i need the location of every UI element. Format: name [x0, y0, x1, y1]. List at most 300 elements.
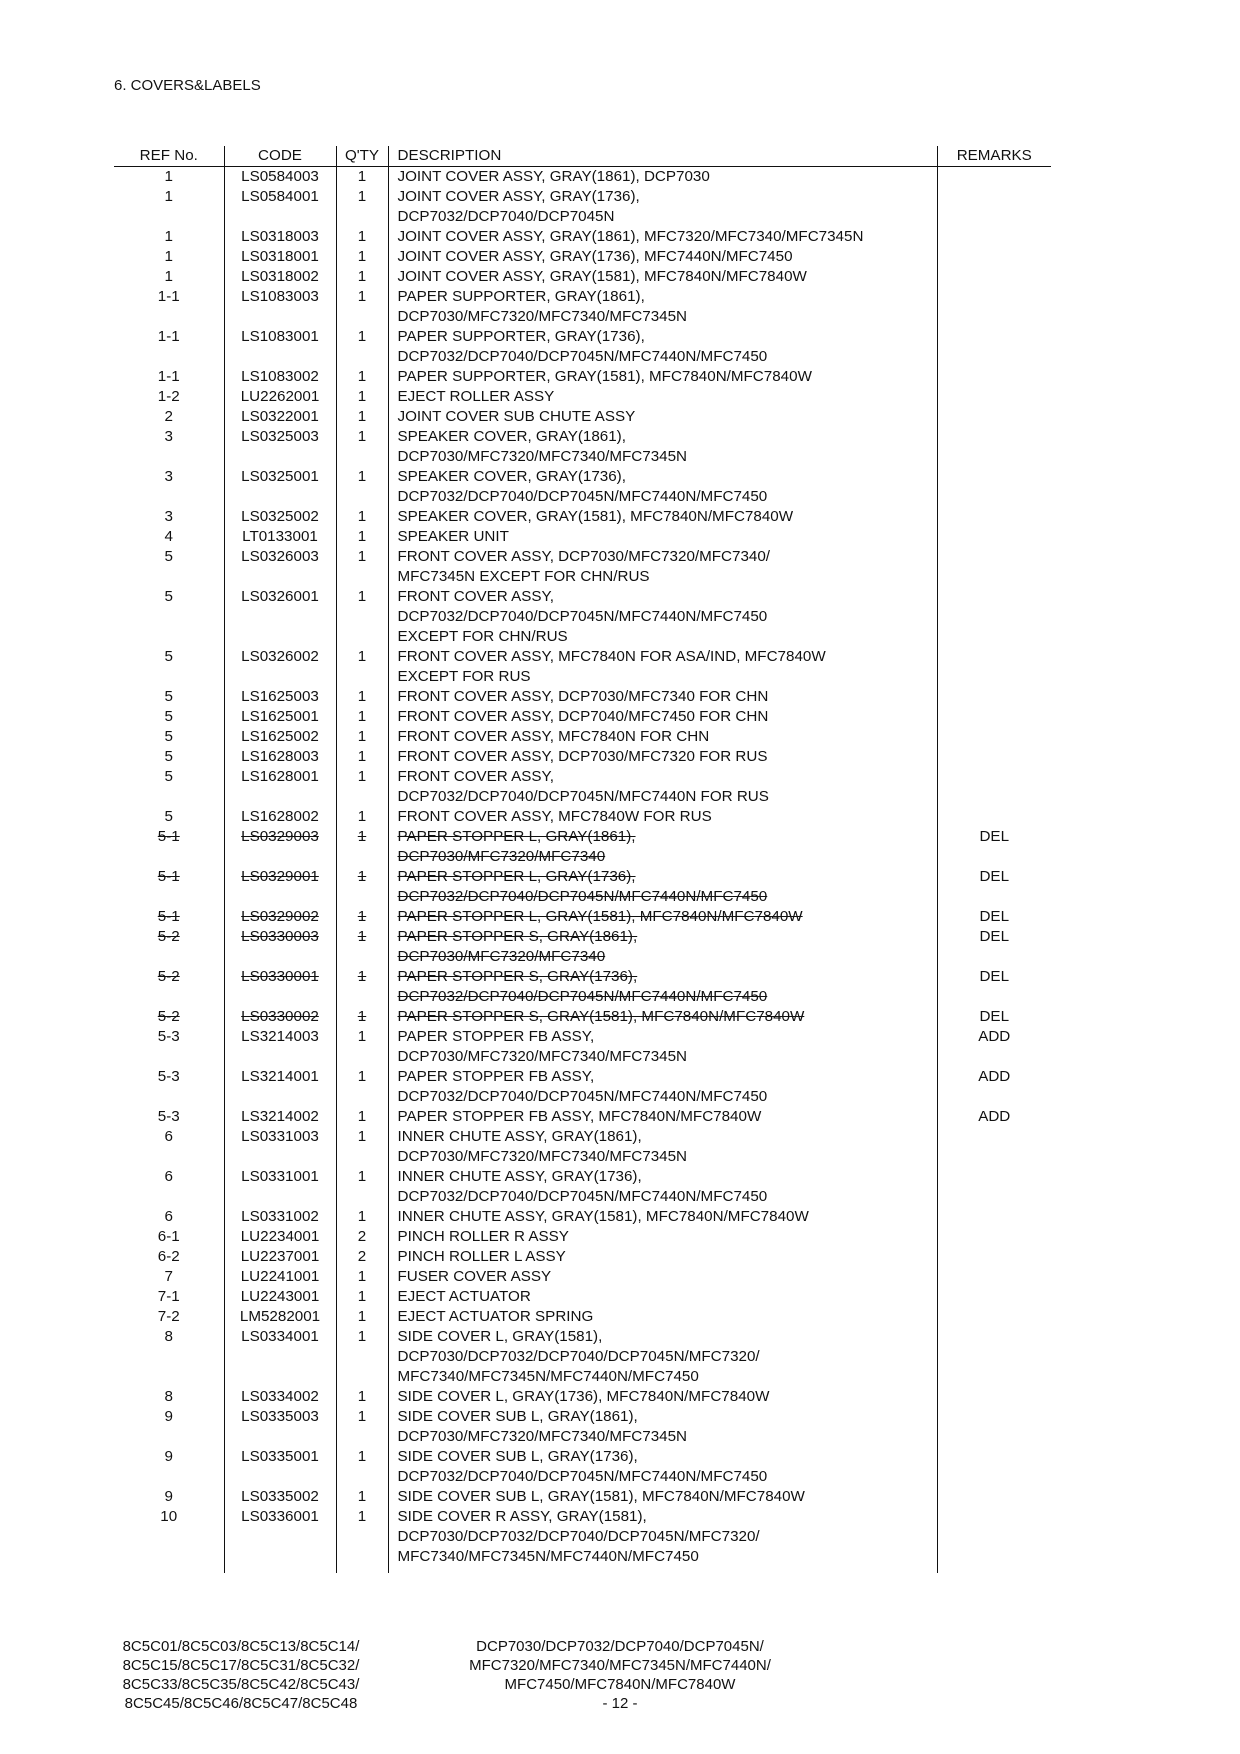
code-cell: [224, 867, 336, 907]
quantity: 1: [357, 768, 367, 785]
quantity: 1: [357, 468, 367, 485]
parts-table: [114, 146, 1051, 1573]
description-line: PAPER STOPPER S, GRAY(1861),: [397, 928, 638, 945]
description-cell: [388, 1207, 937, 1227]
description-line: PAPER STOPPER S, GRAY(1581), MFC7840N/MFC7840W: [397, 1008, 805, 1025]
padding-cell: [114, 1567, 224, 1573]
quantity: 1: [357, 728, 367, 745]
table-padding-row: [114, 1567, 1051, 1573]
table-row: [114, 327, 1051, 367]
ref-no-cell: [114, 187, 224, 227]
qty-cell: [336, 1227, 388, 1247]
description-line: SIDE COVER L, GRAY(1581),: [397, 1328, 603, 1345]
ref-no: 5: [164, 748, 173, 765]
description-cell: [388, 1107, 937, 1127]
remarks-cell: [937, 767, 1051, 807]
table-row: [114, 1207, 1051, 1227]
part-code: LS0330001: [241, 968, 319, 985]
ref-no-cell: [114, 427, 224, 467]
description-line: EJECT ACTUATOR SPRING: [397, 1308, 594, 1325]
ref-no: 5-2: [157, 1008, 180, 1025]
quantity: 1: [357, 748, 367, 765]
description-line: JOINT COVER ASSY, GRAY(1861), MFC7320/MFC7340/MFC7345N: [397, 228, 864, 245]
description-cell: [388, 687, 937, 707]
qty-cell: [336, 1207, 388, 1227]
description-line: JOINT COVER ASSY, GRAY(1736), MFC7440N/MFC7450: [397, 248, 793, 265]
ref-no-cell: [114, 367, 224, 387]
ref-no: 1: [164, 228, 173, 245]
parts-table-body: [114, 167, 1051, 1574]
description-line: JOINT COVER ASSY, GRAY(1736),: [397, 188, 640, 205]
description-line: SIDE COVER R ASSY, GRAY(1581),: [397, 1508, 647, 1525]
description-line: SPEAKER COVER, GRAY(1581), MFC7840N/MFC7840W: [397, 508, 794, 525]
qty-cell: [336, 1507, 388, 1567]
remarks-cell: [937, 1307, 1051, 1327]
remarks-cell: [937, 1207, 1051, 1227]
ref-no-cell: [114, 1307, 224, 1327]
part-code: LS1083001: [241, 328, 319, 345]
description-cell: [388, 427, 937, 467]
remarks-cell: [937, 507, 1051, 527]
remarks: DEL: [979, 928, 1010, 945]
padding-cell: [388, 1567, 937, 1573]
description-line: INNER CHUTE ASSY, GRAY(1581), MFC7840N/MFC7840W: [397, 1208, 809, 1225]
description-line: DCP7032/DCP7040/DCP7045N/MFC7440N/MFC7450: [397, 888, 768, 905]
description-line: PAPER SUPPORTER, GRAY(1861),: [397, 288, 645, 305]
ref-no-cell: [114, 707, 224, 727]
description-line: DCP7032/DCP7040/DCP7045N/MFC7440N/MFC7450: [397, 1188, 768, 1205]
ref-no: 8: [164, 1388, 173, 1405]
ref-no-cell: [114, 467, 224, 507]
ref-no: 5: [164, 808, 173, 825]
qty-cell: [336, 927, 388, 967]
table-row: [114, 167, 1051, 188]
description-cell: [388, 187, 937, 227]
remarks: DEL: [979, 968, 1010, 985]
quantity: 1: [357, 228, 367, 245]
ref-no-cell: [114, 967, 224, 1007]
ref-no-cell: [114, 747, 224, 767]
remarks: ADD: [978, 1028, 1011, 1045]
description-line: MFC7340/MFC7345N/MFC7440N/MFC7450: [397, 1368, 699, 1385]
qty-cell: [336, 807, 388, 827]
description-line: FRONT COVER ASSY, DCP7030/MFC7340 FOR CHN: [397, 688, 769, 705]
part-code: LS0331003: [241, 1128, 319, 1145]
remarks-cell: [937, 1007, 1051, 1027]
qty-cell: [336, 1127, 388, 1167]
part-code: LS1625003: [241, 688, 319, 705]
code-cell: [224, 387, 336, 407]
table-row: [114, 687, 1051, 707]
part-code: LS0326003: [241, 548, 319, 565]
ref-no-cell: [114, 407, 224, 427]
footer-line: 8C5C01/8C5C03/8C5C13/8C5C14/: [122, 1638, 360, 1655]
table-row: [114, 1067, 1051, 1107]
code-cell: [224, 187, 336, 227]
ref-no-cell: [114, 1107, 224, 1127]
ref-no: 6: [164, 1208, 173, 1225]
description-line: DCP7032/DCP7040/DCP7045N/MFC7440N/MFC7450: [397, 1088, 768, 1105]
code-cell: [224, 1027, 336, 1067]
description-line: PAPER STOPPER L, GRAY(1736),: [397, 868, 636, 885]
quantity: 1: [357, 648, 367, 665]
table-row: [114, 547, 1051, 587]
qty-cell: [336, 1067, 388, 1107]
table-row: [114, 767, 1051, 807]
quantity: 1: [357, 1388, 367, 1405]
description-line: FRONT COVER ASSY, DCP7030/MFC7320/MFC7340/: [397, 548, 771, 565]
ref-no: 3: [164, 428, 173, 445]
footer-line: 8C5C15/8C5C17/8C5C31/8C5C32/: [122, 1657, 360, 1674]
description-cell: [388, 747, 937, 767]
ref-no: 5-1: [157, 828, 180, 845]
description-cell: [388, 327, 937, 367]
ref-no-cell: [114, 927, 224, 967]
description-cell: [388, 827, 937, 867]
remarks-cell: [937, 1287, 1051, 1307]
ref-no: 5: [164, 708, 173, 725]
remarks-cell: [937, 1027, 1051, 1067]
description-line: SPEAKER UNIT: [397, 528, 509, 545]
qty-cell: [336, 1247, 388, 1267]
description-line: DCP7032/DCP7040/DCP7045N/MFC7440N/MFC7450: [397, 348, 768, 365]
ref-no: 3: [164, 468, 173, 485]
code-cell: [224, 467, 336, 507]
code-cell: [224, 1507, 336, 1567]
table-row: [114, 647, 1051, 687]
ref-no-cell: [114, 1007, 224, 1027]
part-code: LS0326001: [241, 588, 319, 605]
description-cell: [388, 1327, 937, 1387]
ref-no: 5-2: [157, 968, 180, 985]
code-cell: [224, 1487, 336, 1507]
remarks: DEL: [979, 908, 1010, 925]
remarks-cell: [937, 1107, 1051, 1127]
description-line: INNER CHUTE ASSY, GRAY(1861),: [397, 1128, 642, 1145]
part-code: LU2241001: [240, 1268, 320, 1285]
part-code: LS1625001: [241, 708, 319, 725]
qty-cell: [336, 507, 388, 527]
description-cell: [388, 1067, 937, 1107]
quantity: 1: [357, 1108, 367, 1125]
table-row: [114, 1287, 1051, 1307]
footer-line: MFC7320/MFC7340/MFC7345N/MFC7440N/: [469, 1657, 771, 1674]
qty-cell: [336, 1007, 388, 1027]
ref-no-cell: [114, 827, 224, 867]
code-cell: [224, 1447, 336, 1487]
ref-no-cell: [114, 1207, 224, 1227]
part-code: LU2243001: [240, 1288, 320, 1305]
code-cell: [224, 547, 336, 587]
ref-no: 5: [164, 648, 173, 665]
table-row: [114, 1327, 1051, 1387]
description-line: PINCH ROLLER R ASSY: [397, 1228, 569, 1245]
remarks-cell: [937, 1507, 1051, 1567]
qty-cell: [336, 547, 388, 587]
footer-line: 8C5C45/8C5C46/8C5C47/8C5C48: [124, 1695, 358, 1712]
quantity: 1: [357, 928, 367, 945]
part-code: LU2234001: [240, 1228, 320, 1245]
remarks-cell: [937, 827, 1051, 867]
ref-no: 6-2: [157, 1248, 180, 1265]
qty-cell: [336, 187, 388, 227]
code-cell: [224, 1167, 336, 1207]
ref-no-cell: [114, 1487, 224, 1507]
ref-no-cell: [114, 387, 224, 407]
table-row: [114, 287, 1051, 327]
remarks-cell: [937, 687, 1051, 707]
qty-cell: [336, 767, 388, 807]
description-cell: [388, 507, 937, 527]
code-cell: [224, 167, 336, 188]
qty-cell: [336, 1387, 388, 1407]
description-line: PAPER STOPPER L, GRAY(1861),: [397, 828, 636, 845]
table-row: [114, 747, 1051, 767]
code-cell: [224, 1007, 336, 1027]
description-line: EXCEPT FOR CHN/RUS: [397, 628, 568, 645]
qty-cell: [336, 727, 388, 747]
table-row: [114, 707, 1051, 727]
description-cell: [388, 1407, 937, 1447]
remarks-cell: [937, 1227, 1051, 1247]
description-cell: [388, 407, 937, 427]
ref-no: 5: [164, 728, 173, 745]
qty-cell: [336, 647, 388, 687]
table-row: [114, 407, 1051, 427]
description-cell: [388, 167, 937, 188]
description-line: DCP7030/MFC7320/MFC7340/MFC7345N: [397, 1148, 688, 1165]
table-row: [114, 427, 1051, 467]
description-line: FRONT COVER ASSY,: [397, 768, 554, 785]
ref-no: 7: [164, 1268, 173, 1285]
ref-no: 5-3: [157, 1108, 180, 1125]
ref-no: 4: [164, 528, 173, 545]
code-cell: [224, 727, 336, 747]
description-cell: [388, 1167, 937, 1207]
quantity: 1: [357, 708, 367, 725]
qty-cell: [336, 747, 388, 767]
ref-no-cell: [114, 267, 224, 287]
description-cell: [388, 967, 937, 1007]
qty-cell: [336, 367, 388, 387]
quantity: 1: [357, 1488, 367, 1505]
description-line: PAPER STOPPER L, GRAY(1581), MFC7840N/MFC7840W: [397, 908, 803, 925]
part-code: LS0336001: [241, 1508, 319, 1525]
remarks-cell: [937, 387, 1051, 407]
ref-no: 10: [160, 1508, 178, 1525]
quantity: 1: [357, 1448, 367, 1465]
ref-no-cell: [114, 327, 224, 367]
remarks-cell: [937, 1067, 1051, 1107]
description-cell: [388, 367, 937, 387]
part-code: LS0330002: [241, 1008, 319, 1025]
code-cell: [224, 1107, 336, 1127]
ref-no: 5: [164, 768, 173, 785]
qty-cell: [336, 467, 388, 507]
description-line: JOINT COVER ASSY, GRAY(1861), DCP7030: [397, 168, 710, 185]
table-row: [114, 467, 1051, 507]
part-code: LS3214002: [241, 1108, 319, 1125]
quantity: 1: [357, 1288, 367, 1305]
code-cell: [224, 587, 336, 647]
description-line: PAPER STOPPER FB ASSY,: [397, 1068, 595, 1085]
remarks-cell: [937, 227, 1051, 247]
remarks: DEL: [979, 1008, 1010, 1025]
table-row: [114, 1507, 1051, 1567]
description-line: FRONT COVER ASSY, MFC7840W FOR RUS: [397, 808, 712, 825]
part-code: LS1628003: [241, 748, 319, 765]
ref-no: 8: [164, 1328, 173, 1345]
description-cell: [388, 707, 937, 727]
code-cell: [224, 807, 336, 827]
quantity: 1: [357, 1068, 367, 1085]
footer-model-codes: [96, 1637, 386, 1713]
ref-no: 2: [164, 408, 173, 425]
code-cell: [224, 1127, 336, 1167]
ref-no-cell: [114, 1447, 224, 1487]
description-line: DCP7032/DCP7040/DCP7045N/MFC7440N/MFC7450: [397, 608, 768, 625]
remarks-cell: [937, 427, 1051, 467]
part-code: LS3214003: [241, 1028, 319, 1045]
ref-no-cell: [114, 1247, 224, 1267]
ref-no-cell: [114, 167, 224, 188]
qty-cell: [336, 1407, 388, 1447]
ref-no: 9: [164, 1488, 173, 1505]
table-row: [114, 507, 1051, 527]
description-cell: [388, 1507, 937, 1567]
ref-no: 5: [164, 588, 173, 605]
table-row: [114, 227, 1051, 247]
code-cell: [224, 1227, 336, 1247]
part-code: LS1083003: [241, 288, 319, 305]
code-cell: [224, 687, 336, 707]
code-cell: [224, 707, 336, 727]
remarks-cell: [937, 1247, 1051, 1267]
qty-cell: [336, 1447, 388, 1487]
part-code: LS0329003: [241, 828, 319, 845]
code-cell: [224, 1407, 336, 1447]
code-cell: [224, 767, 336, 807]
quantity: 1: [357, 588, 367, 605]
ref-no: 5-3: [157, 1068, 180, 1085]
qty-cell: [336, 427, 388, 467]
table-row: [114, 527, 1051, 547]
footer-line: MFC7450/MFC7840N/MFC7840W: [504, 1676, 736, 1693]
description-cell: [388, 587, 937, 647]
remarks: ADD: [978, 1068, 1011, 1085]
part-code: LS0326002: [241, 648, 319, 665]
table-row: [114, 1247, 1051, 1267]
description-line: DCP7030/DCP7032/DCP7040/DCP7045N/MFC7320/: [397, 1348, 760, 1365]
code-cell: [224, 1387, 336, 1407]
padding-cell: [224, 1567, 336, 1573]
part-code: LS0322001: [241, 408, 319, 425]
description-cell: [388, 1127, 937, 1167]
quantity: 1: [357, 828, 367, 845]
ref-no: 5-2: [157, 928, 180, 945]
description-line: FUSER COVER ASSY: [397, 1268, 552, 1285]
code-cell: [224, 267, 336, 287]
code-cell: [224, 647, 336, 687]
quantity: 2: [357, 1248, 367, 1265]
description-cell: [388, 1387, 937, 1407]
ref-no: 5-3: [157, 1028, 180, 1045]
description-cell: [388, 527, 937, 547]
description-cell: [388, 387, 937, 407]
table-row: [114, 247, 1051, 267]
description-line: DCP7032/DCP7040/DCP7045N/MFC7440N FOR RUS: [397, 788, 769, 805]
remarks-cell: [937, 587, 1051, 647]
qty-cell: [336, 527, 388, 547]
ref-no-cell: [114, 1267, 224, 1287]
ref-no: 5-1: [157, 868, 180, 885]
padding-cell: [937, 1567, 1051, 1573]
remarks-cell: [937, 167, 1051, 188]
qty-cell: [336, 1107, 388, 1127]
table-row: [114, 1107, 1051, 1127]
description-line: DCP7030/MFC7320/MFC7340/MFC7345N: [397, 1048, 688, 1065]
part-code: LS0335002: [241, 1488, 319, 1505]
part-code: LS0325003: [241, 428, 319, 445]
description-line: MFC7340/MFC7345N/MFC7440N/MFC7450: [397, 1548, 699, 1565]
ref-no: 6: [164, 1168, 173, 1185]
description-line: FRONT COVER ASSY, DCP7030/MFC7320 FOR RUS: [397, 748, 768, 765]
description-line: FRONT COVER ASSY, DCP7040/MFC7450 FOR CHN: [397, 708, 769, 725]
ref-no: 9: [164, 1448, 173, 1465]
code-cell: [224, 1327, 336, 1387]
remarks-cell: [937, 907, 1051, 927]
code-cell: [224, 227, 336, 247]
quantity: 1: [357, 808, 367, 825]
remarks-cell: [937, 707, 1051, 727]
table-row: [114, 1127, 1051, 1167]
table-row: [114, 1487, 1051, 1507]
header-description: DESCRIPTION: [388, 146, 937, 167]
ref-no-cell: [114, 647, 224, 687]
description-line: INNER CHUTE ASSY, GRAY(1736),: [397, 1168, 642, 1185]
table-row: [114, 1227, 1051, 1247]
remarks-cell: [937, 647, 1051, 687]
ref-no-cell: [114, 1407, 224, 1447]
description-line: DCP7032/DCP7040/DCP7045N/MFC7440N/MFC7450: [397, 1468, 768, 1485]
qty-cell: [336, 1307, 388, 1327]
page-number: - 12 -: [602, 1695, 638, 1712]
remarks-cell: [937, 807, 1051, 827]
ref-no: 1: [164, 268, 173, 285]
description-cell: [388, 1267, 937, 1287]
qty-cell: [336, 587, 388, 647]
remarks-cell: [937, 1127, 1051, 1167]
footer-line: DCP7030/DCP7032/DCP7040/DCP7045N/: [476, 1638, 764, 1655]
remarks-cell: [937, 187, 1051, 227]
quantity: 1: [357, 1128, 367, 1145]
table-row: [114, 727, 1051, 747]
part-code: LS0334002: [241, 1388, 319, 1405]
code-cell: [224, 1067, 336, 1107]
quantity: 1: [357, 1268, 367, 1285]
remarks-cell: [937, 1487, 1051, 1507]
header-qty: Q'TY: [336, 146, 388, 167]
description-cell: [388, 767, 937, 807]
part-code: LS0318002: [241, 268, 319, 285]
code-cell: [224, 407, 336, 427]
description-cell: [388, 1487, 937, 1507]
table-row: [114, 907, 1051, 927]
qty-cell: [336, 327, 388, 367]
description-cell: [388, 547, 937, 587]
description-cell: [388, 727, 937, 747]
description-line: SIDE COVER SUB L, GRAY(1861),: [397, 1408, 638, 1425]
